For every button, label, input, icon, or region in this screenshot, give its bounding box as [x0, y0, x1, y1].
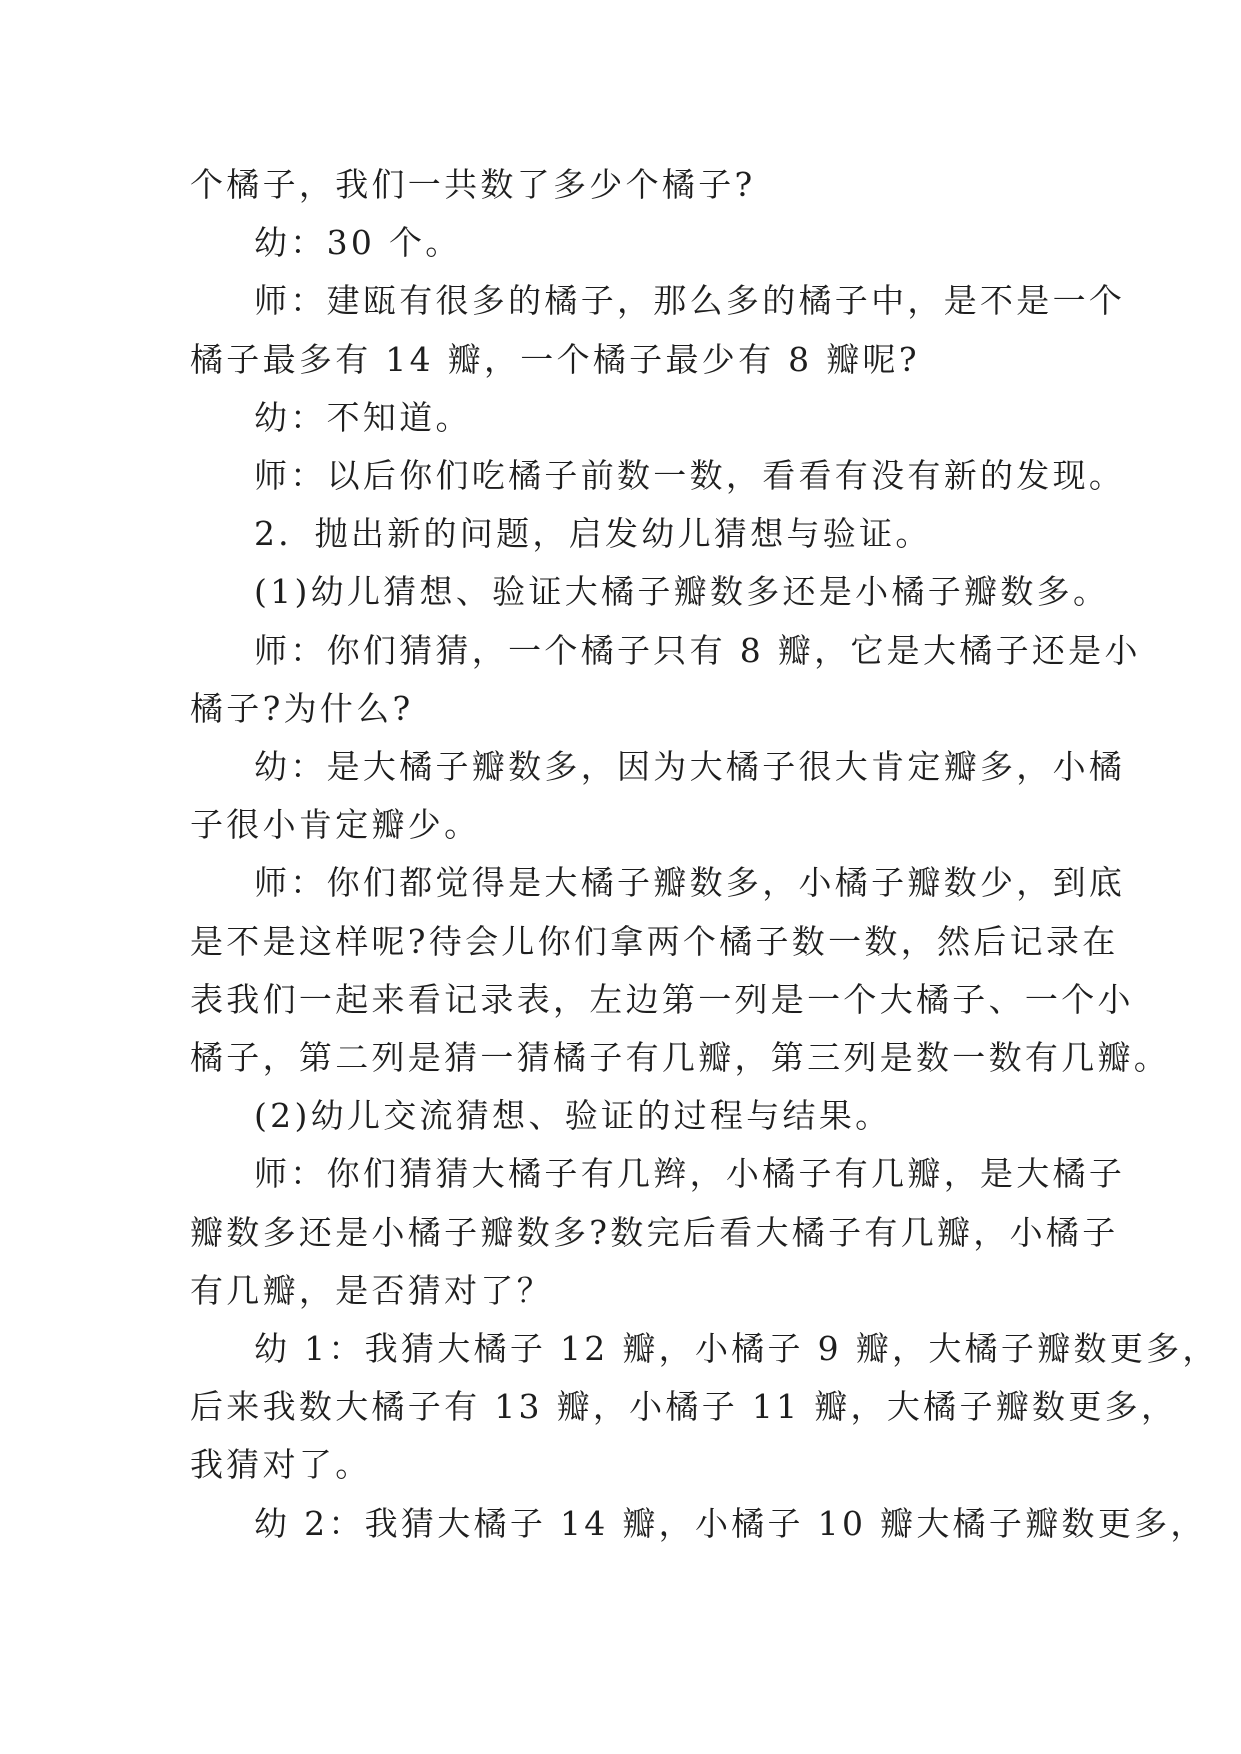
text-line: (1)幼儿猜想、验证大橘子瓣数多还是小橘子瓣数多。 [254, 572, 1110, 612]
text-line: 我猜对了。 [190, 1445, 372, 1485]
text-line: 师：你们猜猜，一个橘子只有 8 瓣，它是大橘子还是小 [254, 630, 1141, 670]
text-line: (2)幼儿交流猜想、验证的过程与结果。 [254, 1096, 892, 1136]
text-line: 橘子最多有 14 瓣，一个橘子最少有 8 瓣呢? [190, 339, 920, 379]
text-line: 瓣数多还是小橘子瓣数多?数完后看大橘子有几瓣，小橘子 [190, 1212, 1119, 1252]
text-line: 幼 2：我猜大橘子 14 瓣，小橘子 10 瓣大橘子瓣数更多， [254, 1503, 1207, 1543]
body-text [190, 156, 1219, 1553]
text-line: 是不是这样呢?待会儿你们拿两个橘子数一数，然后记录在 [190, 921, 1119, 961]
text-line: 2．抛出新的问题，启发幼儿猜想与验证。 [254, 514, 932, 554]
text-line: 幼：不知道。 [254, 397, 472, 437]
text-line: 橘子，第二列是猜一猜橘子有几瓣，第三列是数一数有几瓣。 [190, 1038, 1171, 1078]
text-line: 幼：30 个。 [254, 223, 462, 263]
text-line: 幼 1：我猜大橘子 12 瓣，小橘子 9 瓣，大橘子瓣数更多， [254, 1329, 1219, 1369]
text-line: 有几瓣，是否猜对了？ [190, 1270, 553, 1310]
text-line: 个橘子，我们一共数了多少个橘子? [190, 165, 756, 204]
text-line: 师：以后你们吃橘子前数一数，看看有没有新的发现。 [254, 456, 1126, 496]
text-line: 幼：是大橘子瓣数多，因为大橘子很大肯定瓣多，小橘 [254, 747, 1126, 787]
text-line: 师：建瓯有很多的橘子，那么多的橘子中，是不是一个 [254, 281, 1126, 321]
text-line: 师：你们都觉得是大橘子瓣数多，小橘子瓣数少，到底 [254, 863, 1126, 903]
text-line: 子很小肯定瓣少。 [190, 805, 481, 845]
text-line: 橘子?为什么? [190, 688, 414, 728]
text-line: 表我们一起来看记录表，左边第一列是一个大橘子、一个小 [190, 979, 1134, 1019]
text-line: 后来我数大橘子有 13 瓣，小橘子 11 瓣，大橘子瓣数更多， [190, 1387, 1178, 1427]
text-line: 师：你们猜猜大橘子有几辫，小橘子有几瓣，是大橘子 [254, 1154, 1126, 1194]
